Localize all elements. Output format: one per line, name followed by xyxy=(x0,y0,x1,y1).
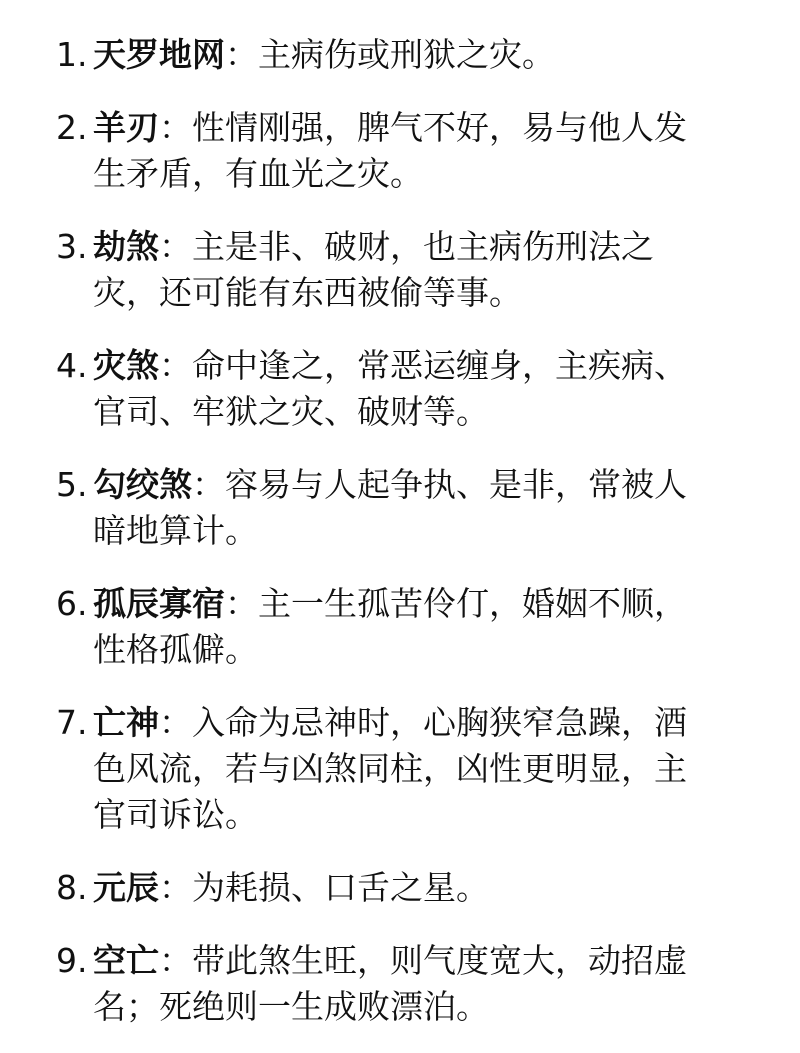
item-content xyxy=(93,32,705,78)
item-colon: ： xyxy=(225,35,258,74)
item-content xyxy=(93,938,705,1030)
item-number: 8. xyxy=(56,868,88,907)
item-desc: 带此煞生旺，则气度宽大，动招虚名；死绝则一生成败漂泊。 xyxy=(93,941,687,1026)
item-colon: ： xyxy=(159,868,192,907)
item-number: 4. xyxy=(56,346,88,385)
item-colon: ： xyxy=(159,108,192,147)
item-number: 7. xyxy=(56,703,88,742)
item-number: 3. xyxy=(56,227,88,266)
list-item xyxy=(56,700,705,838)
item-term: 勾绞煞 xyxy=(93,465,192,504)
list-item xyxy=(56,462,705,554)
item-number: 6. xyxy=(56,584,88,623)
item-content xyxy=(93,105,705,197)
item-desc: 主是非、破财，也主病伤刑法之灾，还可能有东西被偷等事。 xyxy=(93,227,654,312)
item-term: 亡神 xyxy=(93,703,159,742)
item-term: 元辰 xyxy=(93,868,159,907)
item-term: 天罗地网 xyxy=(93,35,225,74)
list-item xyxy=(56,581,705,673)
item-content xyxy=(93,462,705,554)
item-term: 空亡 xyxy=(93,941,159,980)
item-content xyxy=(93,224,705,316)
item-desc: 入命为忌神时，心胸狭窄急躁，酒色风流，若与凶煞同柱，凶性更明显，主官司诉讼。 xyxy=(93,703,687,834)
item-desc: 容易与人起争执、是非，常被人暗地算计。 xyxy=(93,465,687,550)
item-number: 2. xyxy=(56,108,88,147)
item-colon: ： xyxy=(159,941,192,980)
item-colon: ： xyxy=(192,465,225,504)
item-term: 羊刃 xyxy=(93,108,159,147)
item-content xyxy=(93,343,705,435)
item-desc: 主一生孤苦伶仃，婚姻不顺，性格孤僻。 xyxy=(93,584,687,669)
list-item xyxy=(56,938,705,1030)
item-desc: 命中逢之，常恶运缠身，主疾病、官司、牢狱之灾、破财等。 xyxy=(93,346,687,431)
list-item xyxy=(56,224,705,316)
list-item xyxy=(56,32,705,78)
item-content xyxy=(93,581,705,673)
item-term: 孤辰寡宿 xyxy=(93,584,225,623)
item-content xyxy=(93,865,705,911)
item-desc: 主病伤或刑狱之灾。 xyxy=(258,35,555,74)
item-content xyxy=(93,700,705,838)
item-number: 5. xyxy=(56,465,88,504)
item-colon: ： xyxy=(159,346,192,385)
item-colon: ： xyxy=(225,584,258,623)
list-item xyxy=(56,105,705,197)
item-desc: 性情刚强，脾气不好，易与他人发生矛盾，有血光之灾。 xyxy=(93,108,687,193)
item-colon: ： xyxy=(159,227,192,266)
item-term: 劫煞 xyxy=(93,227,159,266)
item-number: 1. xyxy=(56,35,88,74)
item-term: 灾煞 xyxy=(93,346,159,385)
item-desc: 为耗损、口舌之星。 xyxy=(192,868,489,907)
item-number: 9. xyxy=(56,941,88,980)
list-item xyxy=(56,865,705,911)
list-item xyxy=(56,343,705,435)
item-colon: ： xyxy=(159,703,192,742)
